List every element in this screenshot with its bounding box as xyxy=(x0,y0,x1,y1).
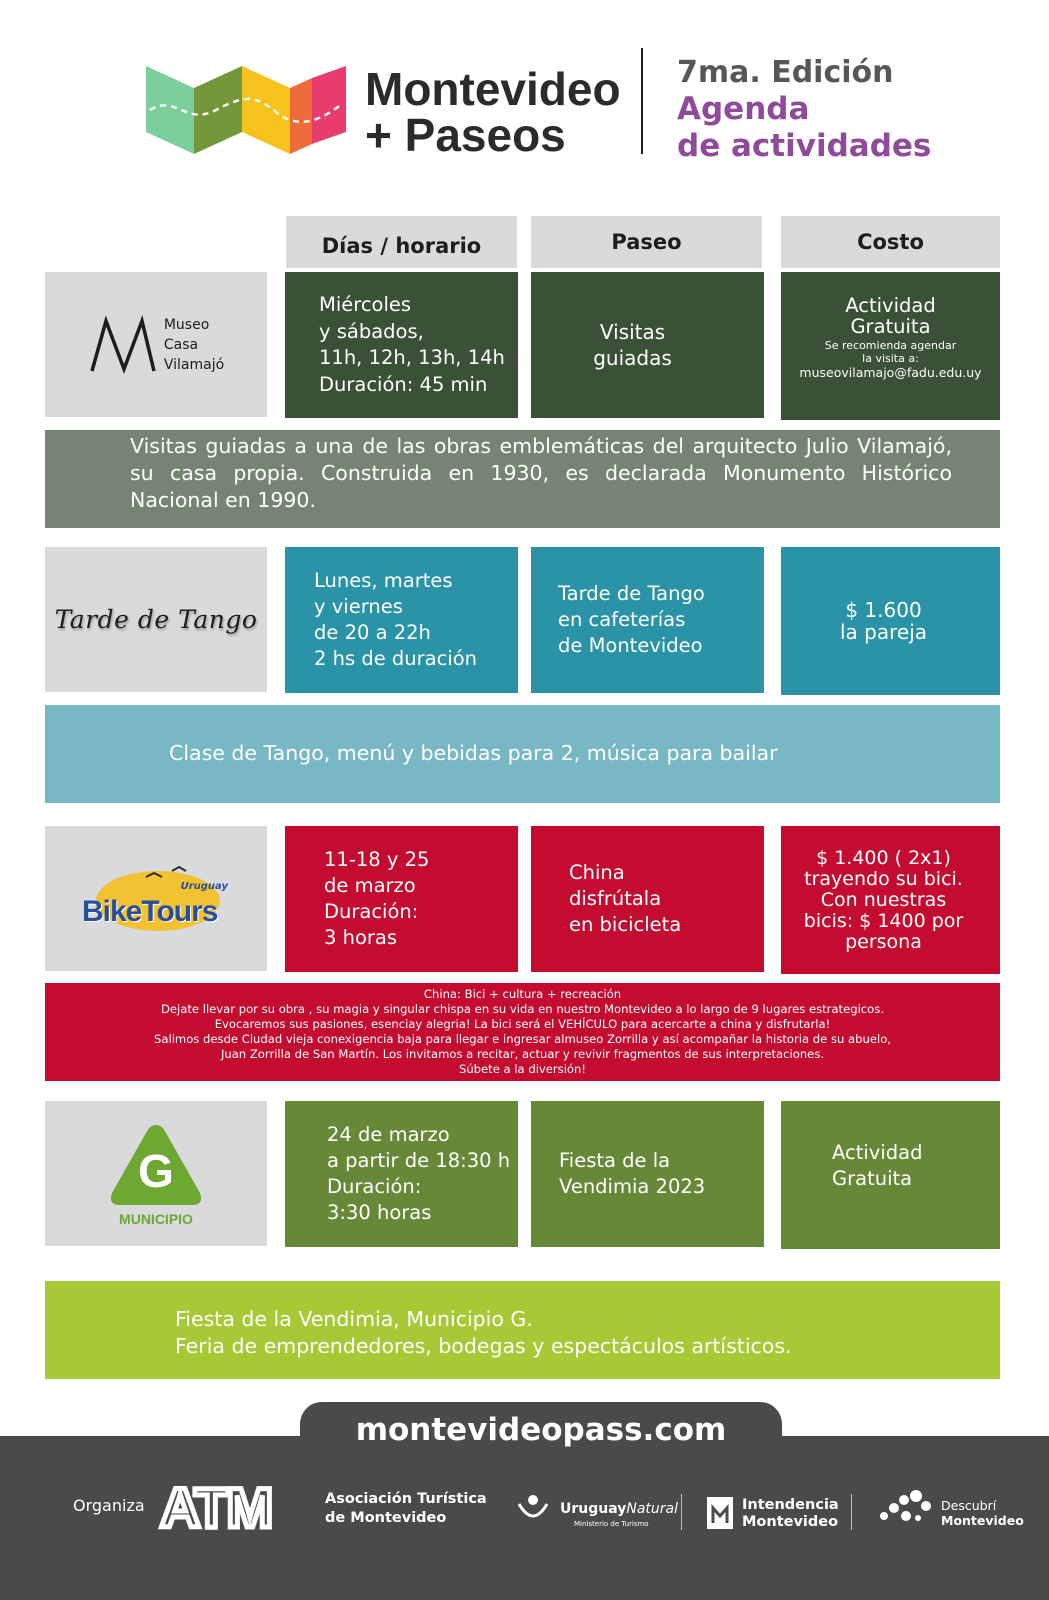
tango-paseo: Tarde de Tango en cafeterías de Montevideo xyxy=(558,582,705,657)
intendencia-line1: Intendencia xyxy=(742,1497,839,1513)
municipio-g-label: MUNICIPIO xyxy=(119,1210,193,1227)
website-link[interactable]: montevideopass.com xyxy=(355,1412,727,1448)
tango-description-band xyxy=(45,705,1000,803)
column-header-cost: Costo xyxy=(781,216,1000,268)
brand-title-line1: Montevideo xyxy=(365,63,621,115)
vilamajo-description-band xyxy=(45,430,1000,528)
bike-days: 11-18 y 25 de marzo Duración: 3 horas xyxy=(324,848,430,949)
vendimia-days: 24 de marzo a partir de 18:30 h Duración: 3:30 horas xyxy=(327,1123,511,1224)
descubri-line2: Montevideo xyxy=(941,1513,1024,1528)
bike-paseo-cell xyxy=(531,826,764,972)
atm-logo: ATM xyxy=(160,1476,272,1539)
tango-cost: $ 1.600 la pareja xyxy=(839,598,928,644)
uruguay-bike-tours-logo xyxy=(45,826,267,971)
bike-days-cell xyxy=(285,826,518,972)
vilamajo-email: museovilamajo@fadu.edu.uy xyxy=(799,364,982,380)
bike-tours-mark xyxy=(76,859,236,939)
bike-paseo: China disfrútala en bicicleta xyxy=(569,861,682,936)
museo-vilamajo-name: Museo Casa Vilamajó xyxy=(163,316,225,373)
column-header-days: Días / horario xyxy=(286,216,517,268)
agenda-title-line2: de actividades xyxy=(677,128,932,164)
tango-paseo-cell xyxy=(531,547,764,693)
uruguay-natural-wordmark xyxy=(560,1500,678,1518)
ministerio-label: Ministerio de Turismo xyxy=(574,1520,649,1528)
vilamajo-cost-note: Se recomienda agendar la visita a: xyxy=(824,338,957,365)
intendencia-icon xyxy=(706,1496,734,1530)
bike-tours-small: Uruguay xyxy=(180,880,228,892)
brand-title-line2: + Paseos xyxy=(365,109,566,161)
vilamajo-days-cell xyxy=(285,272,518,418)
bike-description-band xyxy=(45,983,1000,1081)
tango-cost-cell xyxy=(781,547,1000,695)
bike-cost-cell xyxy=(781,826,1000,974)
museo-vilamajo-logo xyxy=(45,272,267,417)
vendimia-description-band xyxy=(45,1281,1000,1379)
vilamajo-description: Visitas guiadas a una de las obras emblemáticas del arquitecto Julio Vilamajó, su casa propia. Construida en 1930, es declarada Monumento Histórico Nacional en 1990. xyxy=(130,433,952,512)
footer-divider-1 xyxy=(681,1494,682,1530)
vilamajo-mark-icon xyxy=(88,315,158,375)
vendimia-cost: Actividad Gratuita xyxy=(832,1141,923,1190)
vilamajo-days: Miércoles y sábados, 11h, 12h, 13h, 14h Duración: 45 min xyxy=(319,293,505,396)
vendimia-paseo-cell xyxy=(531,1101,764,1247)
tarde-de-tango-logo xyxy=(45,547,267,692)
column-header-paseo: Paseo xyxy=(531,216,762,268)
bike-tours-word1: Bike xyxy=(82,894,142,928)
vilamajo-cost: Actividad Gratuita xyxy=(845,293,936,338)
natural-word: Natural xyxy=(626,1501,679,1517)
descubri-line1: Descubrí xyxy=(941,1498,997,1513)
edition-label: 7ma. Edición xyxy=(677,55,894,90)
vilamajo-paseo: Visitas guiadas xyxy=(593,319,672,370)
brand-logo xyxy=(146,64,346,156)
bike-tours-word2: Tours xyxy=(141,894,218,928)
map-folds-icon xyxy=(146,64,346,156)
vendimia-days-cell xyxy=(285,1101,518,1247)
footer-divider-2 xyxy=(851,1494,852,1530)
bike-cost: $ 1.400 ( 2x1) trayendo su bici. Con nuestras bicis: $ 1400 por persona xyxy=(803,846,964,953)
vilamajo-paseo-cell xyxy=(531,272,764,418)
tango-days: Lunes, martes y viernes de 20 a 22h 2 hs de duración xyxy=(314,569,478,670)
vendimia-paseo: Fiesta de la Vendimia 2023 xyxy=(559,1149,706,1198)
agenda-title-line1: Agenda xyxy=(677,91,810,127)
header-divider xyxy=(641,48,643,154)
atm-name-line2: de Montevideo xyxy=(325,1510,447,1526)
vendimia-cost-cell xyxy=(781,1101,1000,1249)
uruguay-word: Uruguay xyxy=(560,1501,627,1517)
municipio-g-logo xyxy=(45,1101,267,1246)
uruguay-natural-icon xyxy=(516,1490,550,1524)
municipio-g-letter: G xyxy=(138,1144,174,1197)
tarde-de-tango-name: Tarde de Tango xyxy=(54,605,258,634)
intendencia-line2: Montevideo xyxy=(742,1514,839,1530)
organiza-label: Organiza xyxy=(73,1496,145,1515)
atm-name-line1: Asociación Turística xyxy=(325,1491,487,1507)
municipio-g-mark xyxy=(106,1121,206,1209)
tango-description: Clase de Tango, menú y bebidas para 2, música para bailar xyxy=(169,740,778,765)
descubri-dots-icon xyxy=(876,1488,936,1528)
vendimia-description: Fiesta de la Vendimia, Municipio G. Feria de emprendedores, bodegas y espectáculos artísticos. xyxy=(175,1307,792,1358)
tango-days-cell xyxy=(285,547,518,693)
bike-description: China: Bici + cultura + recreación Dejate llevar por su obra , su magia y singular chispa en su vida en nuestro Montevideo a lo largo de 9 lugares estrategicos. Evocaremos sus pasiones, esenciay alegria! La bici será el VEHÍCULO para acercarte a china y disfrutarla! Salimos desde Ciudad vieja conexigencia baja para llegar e ingresar almuseo Zorrilla y así acompañar la historia de su abuelo, Juan Zorrilla de San Martín. Los invitamos a recitar, actuar y revivir fragmentos de sus interpretaciones. Súbete a la diversión! xyxy=(154,987,891,1076)
vilamajo-cost-cell xyxy=(781,272,1000,420)
